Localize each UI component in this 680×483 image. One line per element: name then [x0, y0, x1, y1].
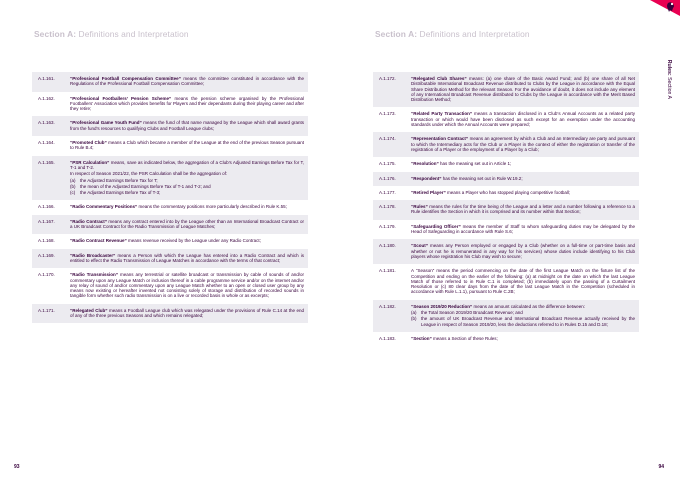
- defined-term: “Promoted Club”: [70, 140, 107, 146]
- definition-meaning: means the pension scheme organised by the Professional Footballers’ Association which provides benefits for Players and their dependants during their playing career and after they retire;: [70, 95, 304, 112]
- defined-term: “Radio Transmission”: [70, 272, 119, 278]
- definition-text: [70, 140, 304, 151]
- definition-meaning: means a Football League club which was relegated under the provisions of Rule C.14 at the end of any of the three previous Seasons and which remains relegated;: [70, 307, 304, 319]
- definition-body: [70, 140, 308, 151]
- defined-term: “Radio Contract”: [70, 218, 107, 224]
- sub-item-label: (a): [70, 177, 76, 183]
- definition-body: [70, 204, 308, 209]
- definition-body: [70, 219, 308, 230]
- defined-term: “Radio Broadcaster”: [70, 252, 116, 258]
- definition-body: [70, 272, 308, 298]
- clause-number: A.1.164.: [38, 140, 55, 146]
- sub-item: [70, 190, 304, 195]
- definition-text: [411, 176, 635, 181]
- clause-number: A.1.169.: [38, 252, 55, 258]
- definition-meaning: means: (a) one share of the Basic Award Fund; and (b) one share of all Net Distributable International Broadcast Revenue distributed to Clubs by the League in accordance with the Equal Share Distribution Method for the relevant Season. For the avoidance of doubt, it does not include any element of any International Broadcast Revenue distributed to Clubs by the League in accordance with the Merit Based Distribution Method;: [411, 76, 635, 103]
- defined-term: “Safeguarding Officer”: [411, 223, 461, 229]
- definition-meaning: means revenue received by the League under any Radio Contract;: [126, 238, 261, 244]
- clause-number: A.1.174.: [379, 136, 396, 142]
- defined-term: “Section”: [411, 335, 432, 341]
- sub-item: [70, 178, 304, 183]
- definition-body: [70, 253, 308, 264]
- premier-league-logo-icon: [650, 0, 680, 16]
- definition-row: [32, 72, 308, 92]
- definition-text: [411, 136, 635, 152]
- definition-meaning: means the fund of that name managed by the League which shall award grants from the fund’s resources to qualifying Clubs and Football League clubs;: [70, 120, 304, 131]
- definition-text: [411, 224, 635, 235]
- definition-row: [373, 132, 639, 157]
- clause-number: A.1.182.: [379, 303, 396, 309]
- clause-number: A.1.176.: [379, 175, 396, 181]
- definition-row: [373, 172, 639, 186]
- clause-number: A.1.171.: [38, 307, 55, 313]
- defined-term: “PSR Calculation”: [70, 159, 110, 165]
- defined-term: “Rules”: [411, 204, 428, 210]
- definition-text: [411, 304, 635, 309]
- definition-text: [70, 272, 304, 298]
- sub-item-text: the Adjusted Earnings Before Tax of T-3;: [80, 190, 161, 196]
- sub-item-text: the Total Season 2019/20 Broadcast Revenue; and: [421, 310, 523, 316]
- definition-meaning: means any Person employed or engaged by a Club (whether on a full-time or part-time basis and whether or not he is remunerated in any way for his services) whose duties include identifying to his Club players whose registration his Club may wish to secure;: [411, 243, 635, 259]
- defined-term: “Radio Commentary Positions”: [70, 204, 138, 210]
- definition-text: [411, 268, 635, 294]
- sub-item: [411, 316, 635, 327]
- definition-meaning: means, save as indicated below, the aggregation of a Club’s Adjusted Earnings Before Tax for T, T-1 and T-2.: [70, 159, 304, 170]
- definition-text: [411, 336, 635, 341]
- definition-body: [70, 120, 308, 131]
- defined-term: “Representation Contract”: [411, 136, 469, 142]
- clause-number: A.1.168.: [38, 238, 55, 244]
- definition-meaning: means a Player who has stopped playing competitive football;: [445, 189, 571, 195]
- side-section-label: [666, 60, 672, 99]
- definition-body: [70, 308, 308, 319]
- definition-row: [373, 220, 639, 240]
- definition-body: [70, 238, 308, 243]
- clause-number: A.1.167.: [38, 218, 55, 224]
- definition-row: [32, 136, 308, 156]
- definition-extra: In respect of Season 2021/22, the PSR Calculation shall be the aggregation of:: [70, 171, 228, 177]
- definition-text: [70, 219, 304, 230]
- definition-meaning: has the meaning set out in Rule W.19.2;: [441, 175, 523, 181]
- clause-number: A.1.181.: [379, 268, 396, 274]
- definition-meaning: means the rules for the time being of the League and a letter and a number following a reference to a Rule identifies the Section in which it is comprised and its number within that Section;: [411, 204, 635, 215]
- defined-term: “Scout”: [411, 243, 429, 249]
- definition-text: [70, 96, 304, 112]
- page-number: 94: [658, 464, 664, 470]
- definition-body: [411, 204, 639, 215]
- definition-body: [70, 76, 308, 87]
- clause-number: A.1.163.: [38, 120, 55, 126]
- page-number: 93: [14, 464, 20, 470]
- definition-text: [70, 253, 304, 264]
- sub-item-text: the amount of UK Broadcast Revenue and International Broadcast Revenue actually received by the League in respect of Season 2019/20, less the deductions referred to in Rules D.15 and D.18;: [421, 316, 635, 327]
- sub-item-label: (b): [70, 183, 76, 189]
- definition-row: [32, 215, 308, 235]
- definition-body: [411, 243, 639, 259]
- definition-meaning: means an amount calculated as the difference between:: [472, 303, 586, 309]
- sub-item: [70, 184, 304, 189]
- definition-text: [70, 238, 304, 243]
- definition-meaning: means any contract entered into by the League other than an International Broadcast Contract or a UK Broadcast Contract for the Radio Transmission of League Matches;: [70, 218, 304, 230]
- definition-body: [411, 190, 639, 195]
- definition-row: [32, 268, 308, 303]
- definition-body: [411, 161, 639, 166]
- section-title-light: Definitions and Interpretation: [419, 29, 530, 39]
- definition-row: [32, 116, 308, 136]
- definition-row: [32, 156, 308, 201]
- section-title: [375, 29, 530, 39]
- definition-body: [70, 96, 308, 112]
- definition-text: [411, 243, 635, 259]
- definition-row: [373, 264, 639, 299]
- definitions-list: [373, 72, 639, 346]
- side-label-bold: Rules:: [666, 59, 672, 76]
- definition-row: [373, 239, 639, 264]
- sub-item-label: (c): [70, 190, 76, 196]
- clause-number: A.1.183.: [379, 335, 396, 341]
- defined-term: “Related Party Transaction”: [411, 111, 473, 117]
- sub-item: [411, 310, 635, 315]
- sub-item-text: the Adjusted Earnings Before Tax for T;: [80, 177, 158, 183]
- sub-item-label: (a): [411, 310, 417, 316]
- definition-row: [32, 92, 308, 117]
- definition-row: [373, 300, 639, 332]
- definition-row: [373, 332, 639, 346]
- definition-body: [411, 76, 639, 102]
- definition-text: [411, 190, 635, 195]
- clause-number: A.1.177.: [379, 189, 396, 195]
- section-title: [34, 29, 189, 39]
- definition-meaning: means the committee constituted in accordance with the Regulations of the Professional Football Compensation Committee;: [70, 76, 305, 87]
- definition-row: [32, 304, 308, 324]
- defined-term: “Radio Contract Revenue”: [70, 238, 127, 244]
- defined-term: “Relegated Club Shares”: [411, 76, 467, 81]
- definition-meaning: means a Section of these Rules;: [431, 335, 498, 341]
- clause-number: A.1.165.: [38, 159, 55, 165]
- definition-text: [411, 161, 635, 166]
- definition-text: [411, 111, 635, 127]
- clause-number: A.1.173.: [379, 111, 396, 117]
- clause-number: A.1.180.: [379, 243, 396, 249]
- definition-meaning: means the commentary positions more particularly described in Rule K.55;: [137, 204, 287, 210]
- clause-number: A.1.161.: [38, 76, 55, 81]
- definition-text: [70, 160, 304, 171]
- clause-number: A.1.166.: [38, 204, 55, 210]
- definition-body: [411, 268, 639, 294]
- section-title-bold: Section A:: [375, 29, 418, 39]
- definition-row: [373, 200, 639, 220]
- definition-meaning: means a transaction disclosed in a Club’s Annual Accounts as a related party transaction or which would have been disclosed as such except for an exemption under the accounting standards under which the Annual Accounts were prepared;: [411, 111, 635, 128]
- definition-body: [411, 176, 639, 181]
- definition-text: [70, 120, 304, 131]
- definition-body: [411, 111, 639, 127]
- defined-term: “Professional Game Youth Fund”: [70, 120, 142, 126]
- definition-row: [373, 186, 639, 200]
- sub-item-label: (b): [411, 316, 417, 322]
- definition-text: [70, 204, 304, 209]
- definition-meaning: means a Person with which the League has entered into a Radio Contract and which is entitled to effect the Radio Transmission of League Matches in accordance with the terms of that contract;: [70, 252, 304, 263]
- clause-number: A.1.175.: [379, 161, 396, 167]
- definition-row: [373, 107, 639, 132]
- side-label-light: Section A: [666, 75, 672, 99]
- clause-number: A.1.170.: [38, 272, 55, 278]
- definition-meaning: means an agreement by which a Club and an Intermediary are party and pursuant to which the Intermediary acts for the Club or a Player in the context of either the registration or transfer of the registration of a Player or the employment of a Player by a Club;: [411, 136, 635, 152]
- section-title-light: Definitions and Interpretation: [78, 29, 189, 39]
- definition-text: [70, 308, 304, 319]
- definition-text: [70, 76, 304, 87]
- definition-body: [411, 224, 639, 235]
- defined-term: “Season 2019/20 Reduction”: [411, 303, 473, 309]
- defined-term: “Relegated Club”: [70, 307, 108, 313]
- definition-row: [373, 157, 639, 171]
- definition-meaning: means the member of Staff to whom safeguarding duties may be delegated by the Head of Safeguarding in accordance with Rule S.6;: [411, 223, 636, 235]
- clause-number: A.1.178.: [379, 204, 396, 210]
- defined-term: “Professional Football Compensation Committee”: [70, 76, 181, 81]
- section-title-bold: Section A:: [34, 29, 77, 39]
- sub-item-text: the mean of the Adjusted Earnings Before Tax of T-1 and T-2; and: [80, 183, 211, 189]
- definition-body: [70, 160, 308, 196]
- definition-row: [32, 249, 308, 269]
- definition-row: [32, 200, 308, 214]
- defined-term: “Professional Footballers’ Pension Scheme”: [70, 95, 172, 101]
- definition-row: [373, 72, 639, 107]
- definition-meaning: has the meaning set out in Article 1;: [438, 161, 512, 167]
- defined-term: “Retired Player”: [411, 189, 446, 195]
- clause-number: A.1.179.: [379, 223, 396, 229]
- clause-number: A.1.162.: [38, 95, 55, 101]
- definition-body: [411, 304, 639, 327]
- definition-text: [411, 76, 635, 102]
- defined-term: “Resolution”: [411, 161, 439, 167]
- definition-body: [411, 336, 639, 341]
- definition-row: [32, 234, 308, 248]
- clause-number: A.1.172.: [379, 76, 396, 81]
- definitions-list: [32, 72, 308, 323]
- definition-meaning: means any terrestrial or satellite broadcast or transmission by cable of sounds of and/or commentary upon any League Match or inclusion thereof in a cable programme service and/or on the internet and/or any relay of sound of and/or commentary upon any League Match whether to an open or closed user group by any means now existing or hereafter invented not consisting solely of storage and distribution of recorded sounds in tangible form whether such radio transmission is on a live or recorded basis in whole or as excerpts;: [70, 272, 304, 299]
- definition-text: [411, 204, 635, 215]
- definition-body: [411, 136, 639, 152]
- definition-meaning: means a Club which became a member of the League at the end of the previous Season pursuant to Rule B.4;: [70, 140, 305, 151]
- defined-term: “Respondent”: [411, 175, 442, 181]
- definition-meaning: A “Season” means the period commencing on the date of the first League Match on the fixture list of the Competition and ending on the earlier of the following: (a) at midnight on the date on which the last League Match of those referred to in Rule C.1 is completed; (b) immediately upon the passing of a Curtailment Resolution or (c) 80 clear days from the date of the last League Match in the Competition (scheduled in accordance with Rule L.1.1), pursuant to Rule C.2B;: [411, 268, 635, 295]
